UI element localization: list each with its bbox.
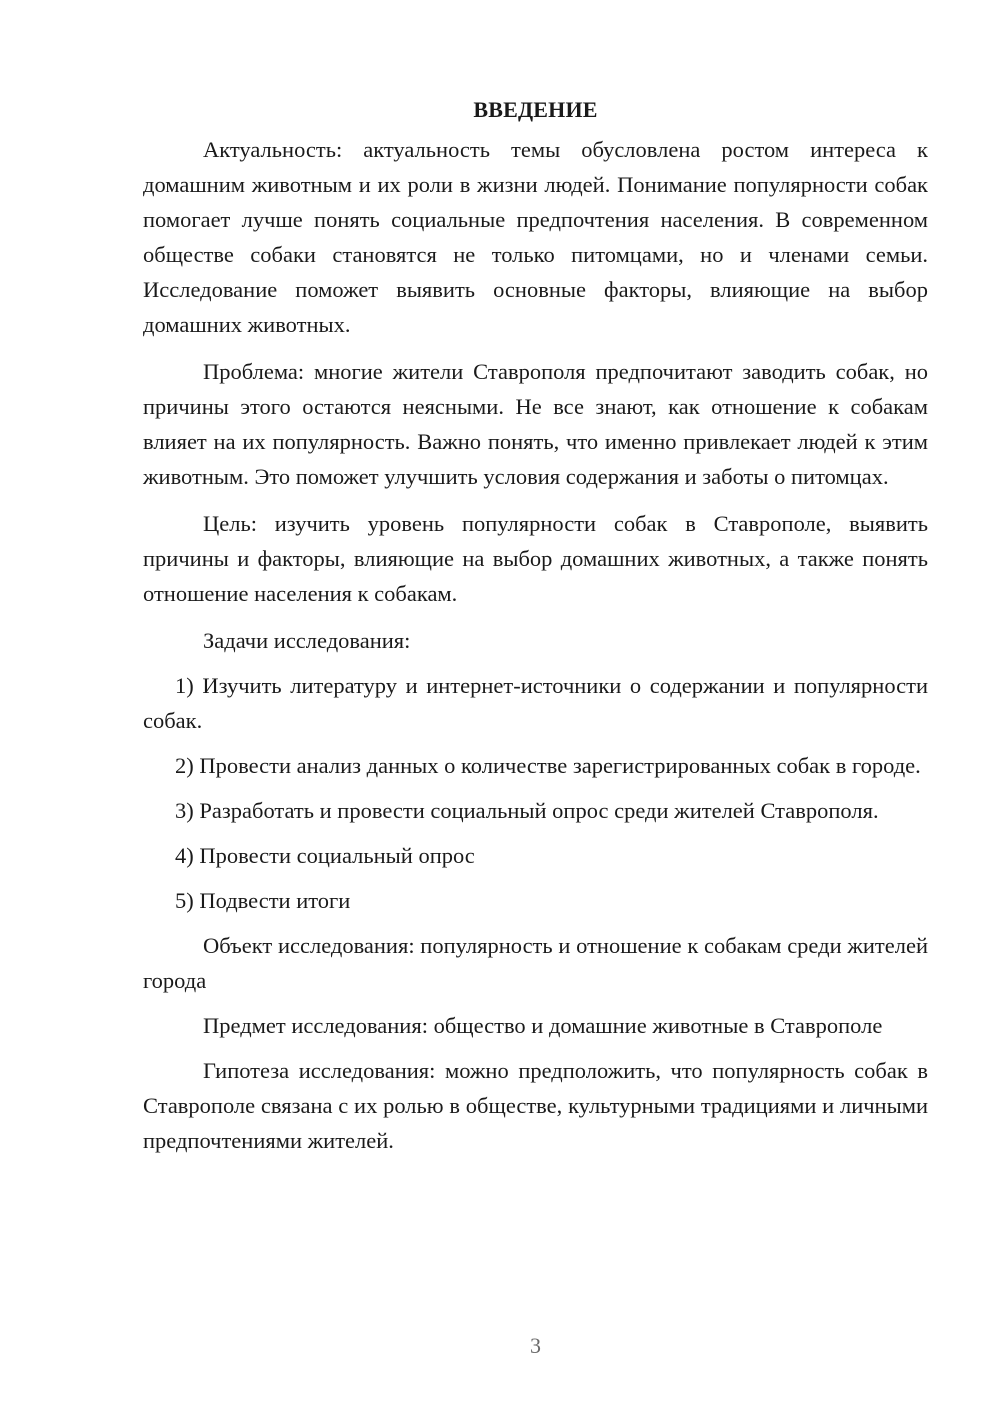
task-item: 1) Изучить литературу и интернет-источники о содержании и популярности собак.: [143, 673, 928, 733]
task-item: 3) Разработать и провести социальный опрос среди жителей Ставрополя.: [175, 798, 879, 823]
hypothesis-paragraph: Гипотеза исследования: можно предположить, что популярность собак в Ставрополе связана с их ролью в обществе, культурными традициями и личными предпочтениями жителей.: [143, 1058, 928, 1153]
page-number: 3: [530, 1333, 541, 1358]
problem-paragraph: Проблема: многие жители Ставрополя предпочитают заводить собак, но причины этого остаются неясными. Не все знают, как отношение к собакам влияет на их популярность. Важно понять, что именно привлекает людей к этим животным. Это поможет улучшить условия содержания и заботы о питомцах.: [143, 359, 928, 489]
tasks-heading: Задачи исследования:: [203, 628, 411, 653]
document-page: [143, 92, 928, 1158]
section-title: ВВЕДЕНИЕ: [473, 97, 598, 122]
task-item: 4) Провести социальный опрос: [175, 843, 475, 868]
object-paragraph: Объект исследования: популярность и отношение к собакам среди жителей города: [143, 933, 928, 993]
goal-paragraph: Цель: изучить уровень популярности собак в Ставрополе, выявить причины и факторы, влияющие на выбор домашних животных, а также понять отношение населения к собакам.: [143, 511, 928, 606]
task-item: 2) Провести анализ данных о количестве зарегистрированных собак в городе.: [175, 753, 921, 778]
relevance-paragraph: Актуальность: актуальность темы обусловлена ростом интереса к домашним животным и их роли в жизни людей. Понимание популярности собак помогает лучше понять социальные предпочтения населения. В современном обществе собаки становятся не только питомцами, но и членами семьи. Исследование поможет выявить основные факторы, влияющие на выбор домашних животных.: [143, 137, 928, 337]
task-item: 5) Подвести итоги: [175, 888, 351, 913]
subject-paragraph: Предмет исследования: общество и домашние животные в Ставрополе: [203, 1013, 883, 1038]
